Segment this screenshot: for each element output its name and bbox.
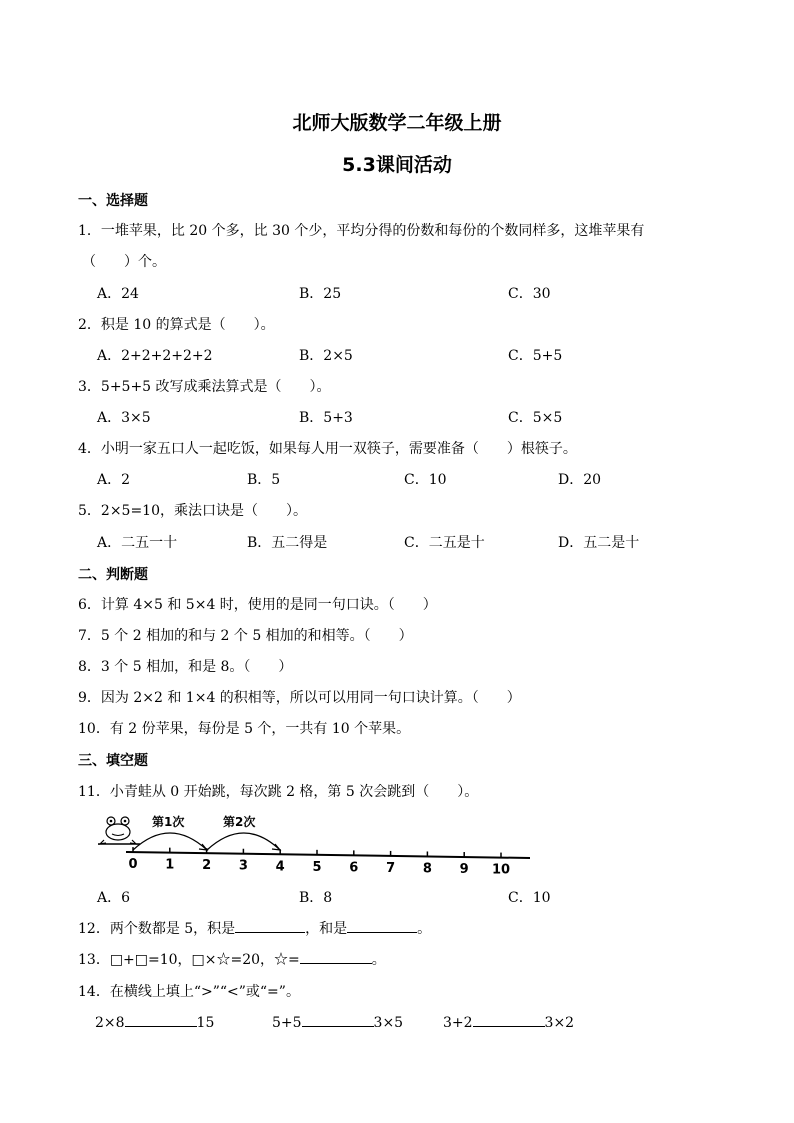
q12-middle: ，和是 bbox=[305, 921, 348, 937]
question-7: 7．5 个 2 相加的和与 2 个 5 相加的和相等。（ ） bbox=[78, 628, 413, 644]
page-title: 北师大版数学二年级上册 bbox=[292, 112, 502, 134]
q13-suffix: 。 bbox=[371, 952, 386, 968]
jump-arc-1 bbox=[133, 833, 207, 850]
section-heading-choice: 一、选择题 bbox=[78, 193, 148, 209]
frog-icon bbox=[98, 817, 140, 844]
question-12 bbox=[78, 918, 431, 938]
q12-prefix: 12．两个数都是 5，积是 bbox=[78, 921, 236, 937]
q11-option-a[interactable]: A．6 bbox=[97, 890, 131, 906]
question-14: 14．在横线上填上“>”“<”或“=”。 bbox=[78, 984, 300, 1000]
number-line-tick-label: 6 bbox=[349, 860, 359, 876]
question-9: 9．因为 2×2 和 1×4 的积相等，所以可以用同一句口诀计算。（ ） bbox=[78, 690, 521, 706]
number-line-tick-label: 3 bbox=[238, 858, 248, 874]
q3-option-b[interactable]: B．5+3 bbox=[299, 410, 353, 426]
q11-option-c[interactable]: C．10 bbox=[508, 890, 551, 906]
question-5: 5．2×5=10，乘法口诀是（ ）。 bbox=[78, 503, 307, 519]
jump-arc-2 bbox=[207, 833, 280, 850]
number-line-tick-label: 10 bbox=[491, 862, 511, 876]
q13-blank[interactable] bbox=[300, 949, 372, 964]
q14-item-3 bbox=[443, 1012, 574, 1031]
q14-item-3-left: 3+2 bbox=[443, 1015, 473, 1031]
q5-option-d[interactable]: D．五二是十 bbox=[558, 535, 640, 551]
q4-option-c[interactable]: C．10 bbox=[404, 472, 447, 488]
number-line-tick-label: 2 bbox=[202, 858, 212, 874]
q2-option-c[interactable]: C．5+5 bbox=[508, 348, 563, 364]
question-2: 2．积是 10 的算式是（ ）。 bbox=[78, 317, 275, 333]
number-line-ticks bbox=[128, 847, 510, 876]
jump-label-1: 第1次 bbox=[152, 815, 185, 829]
q4-option-b[interactable]: B．5 bbox=[247, 472, 281, 488]
frog-number-line-figure bbox=[96, 806, 536, 876]
q14-item-3-blank[interactable] bbox=[473, 1012, 545, 1027]
q1-option-b[interactable]: B．25 bbox=[299, 286, 342, 302]
number-line-tick-label: 8 bbox=[422, 861, 432, 876]
q5-option-b[interactable]: B．五二得是 bbox=[247, 535, 328, 551]
q13-prefix: 13．□+□=10，□×☆=20，☆= bbox=[78, 952, 300, 968]
q5-option-c[interactable]: C．二五是十 bbox=[404, 535, 485, 551]
q2-option-a[interactable]: A．2+2+2+2+2 bbox=[97, 348, 213, 364]
question-10: 10．有 2 份苹果，每份是 5 个，一共有 10 个苹果。 bbox=[78, 721, 411, 737]
q2-option-b[interactable]: B．2×5 bbox=[299, 348, 353, 364]
number-line-tick-label: 5 bbox=[312, 859, 322, 875]
q3-option-a[interactable]: A．3×5 bbox=[97, 410, 151, 426]
question-6: 6．计算 4×5 和 5×4 时，使用的是同一句口诀。（ ） bbox=[78, 597, 437, 613]
question-1-line2: （ ）个。 bbox=[82, 254, 166, 270]
q12-suffix: 。 bbox=[417, 921, 432, 937]
q11-option-b[interactable]: B．8 bbox=[299, 890, 333, 906]
q14-item-3-right: 3×2 bbox=[544, 1015, 575, 1031]
question-4: 4．小明一家五口人一起吃饭，如果每人用一双筷子，需要准备（ ）根筷子。 bbox=[78, 441, 577, 457]
q12-blank-product[interactable] bbox=[235, 918, 305, 933]
number-line-axis bbox=[126, 852, 530, 858]
q4-option-d[interactable]: D．20 bbox=[558, 472, 602, 488]
number-line-tick-label: 0 bbox=[128, 857, 138, 873]
question-13 bbox=[78, 949, 386, 969]
jump-label-2: 第2次 bbox=[223, 815, 256, 829]
q14-item-2-left: 5+5 bbox=[272, 1015, 302, 1031]
question-8: 8．3 个 5 相加，和是 8。（ ） bbox=[78, 659, 293, 675]
number-line-svg bbox=[96, 806, 536, 876]
q4-option-a[interactable]: A．2 bbox=[97, 472, 131, 488]
q14-item-2-blank[interactable] bbox=[302, 1012, 374, 1027]
q14-item-1-right: 15 bbox=[196, 1015, 215, 1031]
number-line-tick-label: 9 bbox=[459, 862, 469, 876]
q3-option-c[interactable]: C．5×5 bbox=[508, 410, 563, 426]
question-11: 11．小青蛙从 0 开始跳，每次跳 2 格，第 5 次会跳到（ ）。 bbox=[78, 784, 479, 800]
q1-option-a[interactable]: A．24 bbox=[97, 286, 139, 302]
page-subtitle: 5.3课间活动 bbox=[342, 154, 452, 176]
q1-option-c[interactable]: C．30 bbox=[508, 286, 551, 302]
q14-item-1 bbox=[95, 1012, 214, 1031]
q5-option-a[interactable]: A．二五一十 bbox=[97, 535, 178, 551]
question-1-line1: 1．一堆苹果，比 20 个多，比 30 个少，平均分得的份数和每份的个数同样多，这堆苹果有 bbox=[78, 223, 645, 239]
number-line-tick-label: 1 bbox=[165, 857, 175, 873]
q12-blank-sum[interactable] bbox=[347, 918, 417, 933]
question-3: 3．5+5+5 改写成乘法算式是（ ）。 bbox=[78, 379, 331, 395]
q14-item-1-blank[interactable] bbox=[125, 1012, 197, 1027]
section-heading-judge: 二、判断题 bbox=[78, 567, 148, 583]
q14-item-2 bbox=[272, 1012, 403, 1031]
q14-item-1-left: 2×8 bbox=[95, 1015, 125, 1031]
q14-item-2-right: 3×5 bbox=[373, 1015, 404, 1031]
number-line-tick-label: 4 bbox=[275, 859, 285, 875]
number-line-tick-label: 7 bbox=[386, 860, 396, 876]
section-heading-fill: 三、填空题 bbox=[78, 753, 148, 769]
